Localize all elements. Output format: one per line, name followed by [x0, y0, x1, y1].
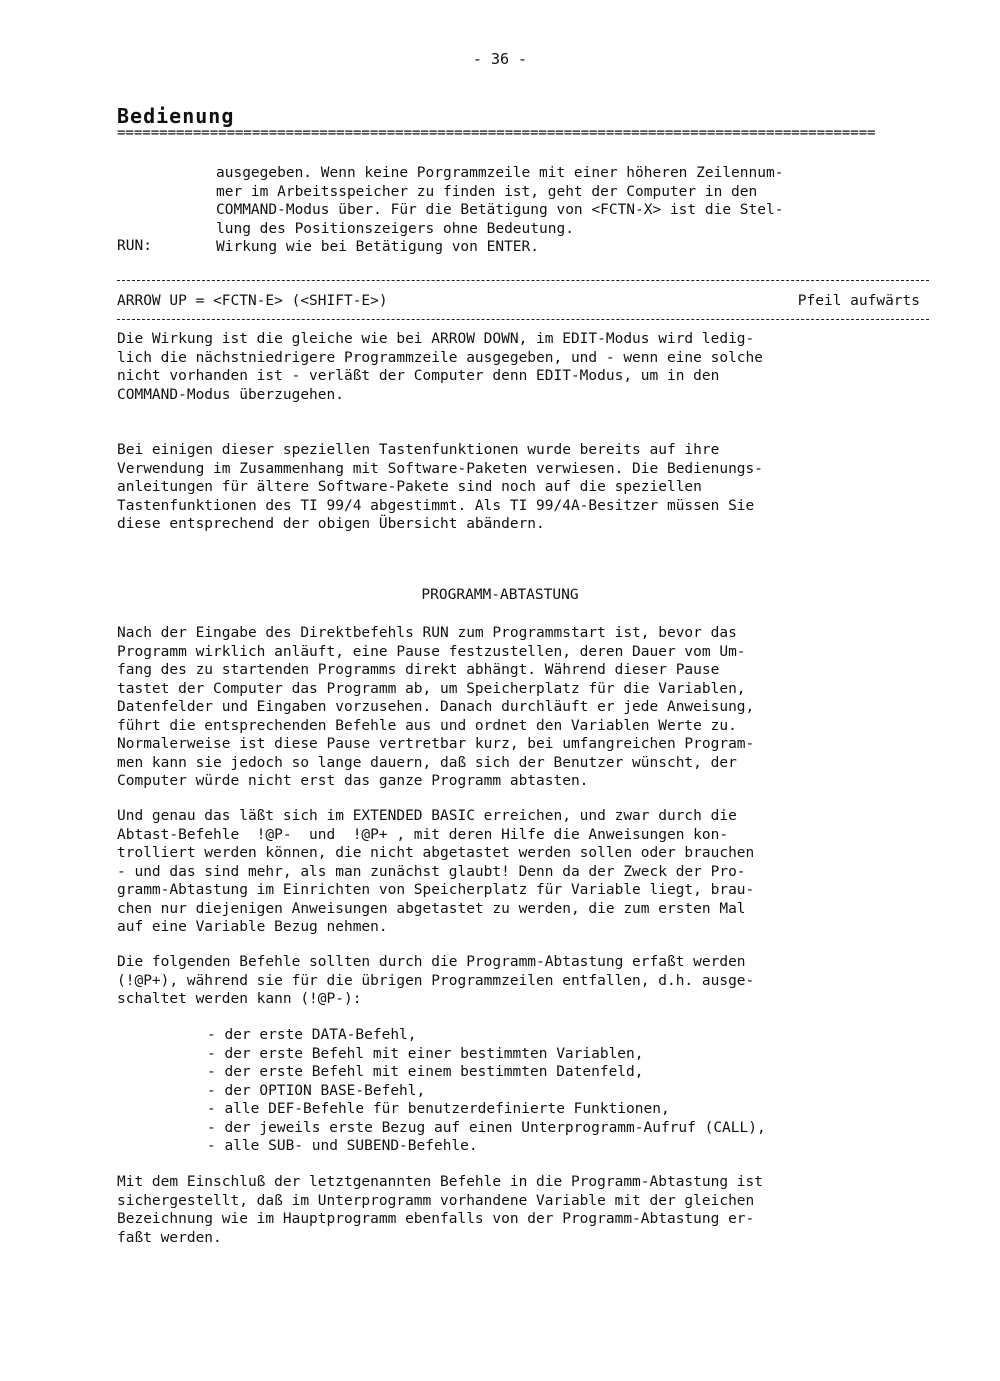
paragraph-3: Die folgenden Befehle sollten durch die Programm-Abtastung erfaßt werden (!@P+), während sie für die übrigen Programmzeilen entfallen, d.h. ausge- schaltet werden kann (!@P-): — [117, 954, 755, 1007]
list-item: - der jeweils erste Bezug auf einen Unterprogramm-Aufruf (CALL), — [207, 1119, 766, 1136]
dashed-rule-bottom — [117, 319, 929, 320]
run-label: RUN: — [117, 238, 152, 254]
subheading: PROGRAMM-ABTASTUNG — [421, 587, 579, 603]
intro-text: ausgegeben. Wenn keine Porgrammzeile mit einer höheren Zeilennum- mer im Arbeitsspeicher zu finden ist, geht der Computer in den COMMAND-Modus über. Für die Betätigung von <FCTN-X> ist die Stel- lung des Positionszeigers ohne Bedeutung. — [216, 165, 784, 237]
command-list — [207, 1026, 766, 1156]
paragraph-tastenfunktionen: Bei einigen dieser speziellen Tastenfunktionen wurde bereits auf ihre Verwendung im Zusammenhang mit Software-Paketen verwiesen. Die Bedienungs- anleitungen für ältere Software-Pakete sind noch auf die speziellen Tastenfunktionen des TI 99/4 abgestimmt. Als TI 99/4A-Besitzer müssen Sie diese entsprechend der obigen Übersicht abändern. — [117, 442, 764, 532]
key-row — [117, 293, 920, 309]
dashed-rule-top — [117, 280, 929, 281]
run-text: Wirkung wie bei Betätigung von ENTER. — [216, 239, 540, 255]
page-number: - 36 - — [472, 50, 528, 68]
list-item: - der erste Befehl mit einer bestimmten Variablen, — [207, 1045, 644, 1062]
section-title: Bedienung — [117, 104, 235, 128]
paragraph-1: Nach der Eingabe des Direktbefehls RUN zum Programmstart ist, bevor das Programm wirklich anläuft, eine Pause festzustellen, deren Dauer vom Um- fang des zu startenden Programms direkt abhängt. Während dieser Pause tastet der Computer das Programm ab, um Speicherplatz für die Variablen, Datenfelder und Eingaben vorzusehen. Danach durchläuft er jede Anweisung, führt die entsprechenden Befehle aus und ordnet den Variablen Werte zu. Normalerweise ist diese Pause vertretbar kurz, bei umfangreichen Program- men kann sie jedoch so lange dauern, daß sich der Benutzer wünscht, der Computer würde nicht erst das ganze Programm abtasten. — [117, 625, 755, 789]
double-rule: ========================================================================================== — [117, 126, 876, 140]
key-meaning: Pfeil aufwärts — [797, 293, 920, 309]
list-item: - der erste DATA-Befehl, — [207, 1027, 417, 1043]
list-item: - alle DEF-Befehle für benutzerdefinierte Funktionen, — [207, 1101, 670, 1117]
list-item: - der erste Befehl mit einem bestimmten Datenfeld, — [207, 1064, 644, 1080]
list-item: - alle SUB- und SUBEND-Befehle. — [207, 1138, 478, 1154]
paragraph-4: Mit dem Einschluß der letztgenannten Befehle in die Programm-Abtastung ist sichergestellt, daß im Unterprogramm vorhandene Variable mit der gleichen Bezeichnung wie im Hauptprogramm ebenfalls von der Programm-Abtastung er- faßt werden. — [117, 1174, 764, 1246]
key-description: Die Wirkung ist die gleiche wie bei ARROW DOWN, im EDIT-Modus wird ledig- lich die nächstniedrigere Programmzeile ausgegeben, und - wenn eine solche nicht vorhanden ist - verläßt der Computer denn EDIT-Modus, um in den COMMAND-Modus überzugehen. — [117, 331, 764, 403]
paragraph-2: Und genau das läßt sich im EXTENDED BASIC erreichen, und zwar durch die Abtast-Befehle !@P- und !@P+ , mit deren Hilfe die Anweisungen kon- trolliert werden können, die nicht abgetastet werden sollen oder brauchen - und das sind mehr, als man zunächst glaubt! Denn da der Zweck der Pro- gramm-Abtastung im Einrichten von Speicherplatz für Variable liegt, brau- chen nur diejenigen Anweisungen abgetastet zu werden, die zum ersten Mal auf eine Variable Bezug nehmen. — [117, 808, 755, 935]
list-item: - der OPTION BASE-Befehl, — [207, 1082, 426, 1099]
key-combination: ARROW UP = <FCTN-E> (<SHIFT-E>) — [117, 293, 388, 309]
